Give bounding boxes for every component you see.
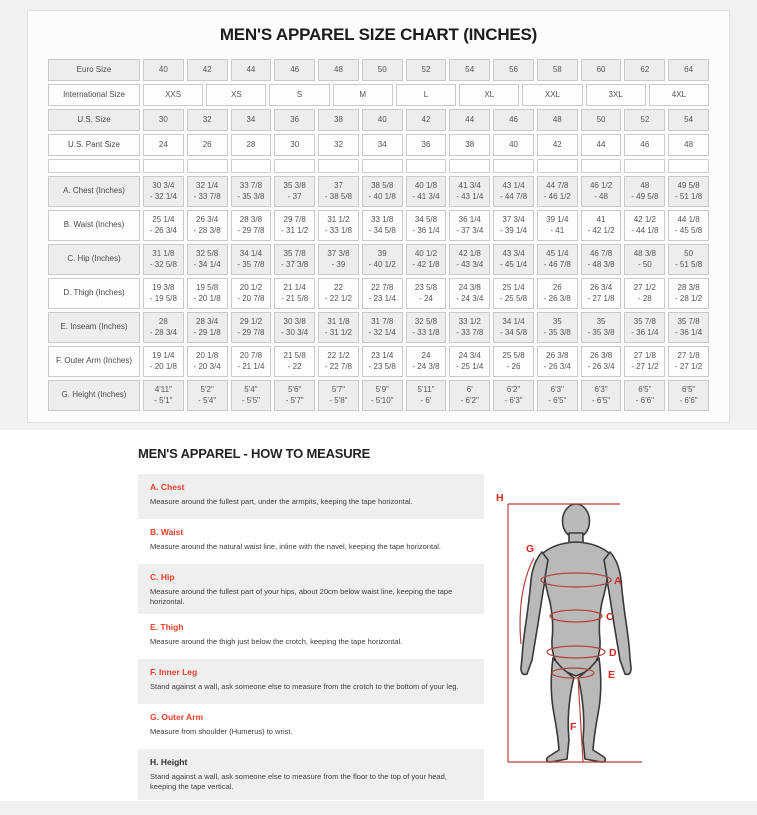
size-cell: 20 1/8 - 20 3/4 <box>187 346 228 377</box>
table-row <box>48 134 709 156</box>
size-cell: 6'5" - 6'6" <box>668 380 709 411</box>
row-label: B. Waist (Inches) <box>48 210 140 241</box>
size-cell: 60 <box>581 59 622 81</box>
table-row <box>48 176 709 207</box>
size-cell: 40 <box>493 134 534 156</box>
size-cell: 36 <box>274 109 315 131</box>
size-cell: 44 7/8 - 46 1/2 <box>537 176 578 207</box>
row-label: D. Thigh (Inches) <box>48 278 140 309</box>
table-row <box>48 244 709 275</box>
size-cell: 34 5/8 - 36 1/4 <box>406 210 447 241</box>
size-cell: 28 <box>231 134 272 156</box>
size-cell: 48 <box>318 59 359 81</box>
row-label: G. Height (Inches) <box>48 380 140 411</box>
size-cell: 52 <box>624 109 665 131</box>
size-cell: 25 1/4 - 25 5/8 <box>493 278 534 309</box>
size-cell: 35 7/8 - 36 1/4 <box>668 312 709 343</box>
size-input-cell[interactable] <box>274 159 315 173</box>
size-cell: 43 1/4 - 44 7/8 <box>493 176 534 207</box>
size-input-cell[interactable] <box>449 159 490 173</box>
row-label: C. Hip (Inches) <box>48 244 140 275</box>
size-cell: 48 <box>537 109 578 131</box>
size-cell: 32 <box>187 109 228 131</box>
size-cell: 42 1/2 - 44 1/8 <box>624 210 665 241</box>
size-cell: 19 3/8 - 19 5/8 <box>143 278 184 309</box>
size-cell: 49 5/8 - 51 1/8 <box>668 176 709 207</box>
size-input-cell[interactable] <box>493 159 534 173</box>
size-cell: 34 <box>362 134 403 156</box>
size-cell: 26 3/4 - 28 3/8 <box>187 210 228 241</box>
size-cell: 27 1/8 - 27 1/2 <box>668 346 709 377</box>
size-cell: 32 5/8 - 34 1/4 <box>187 244 228 275</box>
measure-item-label: H. Height <box>150 757 188 768</box>
size-cell: 6'3" - 6'5" <box>581 380 622 411</box>
measure-item <box>138 519 484 564</box>
size-cell: 33 7/8 - 35 3/8 <box>231 176 272 207</box>
size-cell: 30 <box>274 134 315 156</box>
size-cell: 30 3/8 - 30 3/4 <box>274 312 315 343</box>
size-cell: 33 1/2 - 33 7/8 <box>449 312 490 343</box>
size-cell: 35 - 35 3/8 <box>581 312 622 343</box>
size-cell: 42 1/8 - 43 3/4 <box>449 244 490 275</box>
size-cell: 58 <box>537 59 578 81</box>
size-input-cell[interactable] <box>581 159 622 173</box>
size-cell: XL <box>459 84 519 106</box>
size-input-cell[interactable] <box>537 159 578 173</box>
figure-letter-h: H <box>496 492 504 504</box>
size-cell: 62 <box>624 59 665 81</box>
size-cell: 48 - 49 5/8 <box>624 176 665 207</box>
measure-list <box>138 474 484 800</box>
size-cell: 26 3/8 - 26 3/4 <box>581 346 622 377</box>
size-cell: 26 3/8 - 26 3/4 <box>537 346 578 377</box>
measure-item <box>138 659 484 704</box>
size-cell: 30 3/4 - 32 1/4 <box>143 176 184 207</box>
size-cell: 48 <box>668 134 709 156</box>
size-cell: 40 <box>362 109 403 131</box>
measure-item <box>138 704 484 749</box>
size-cell: 46 7/8 - 48 3/8 <box>581 244 622 275</box>
size-cell: 41 - 42 1/2 <box>581 210 622 241</box>
size-cell: 54 <box>449 59 490 81</box>
size-input-cell[interactable] <box>406 159 447 173</box>
size-cell: 25 1/4 - 26 3/4 <box>143 210 184 241</box>
table-row <box>48 59 709 81</box>
figure-letter-e: E <box>608 669 616 681</box>
size-cell: 37 3/8 - 39 <box>318 244 359 275</box>
measure-item-desc: Measure around the natural waist line, inline with the navel, keeping the tape horizontal. <box>150 542 442 551</box>
body-figure <box>492 460 650 796</box>
size-cell: 31 1/2 - 33 1/8 <box>318 210 359 241</box>
row-label: A. Chest (Inches) <box>48 176 140 207</box>
size-chart-card <box>27 10 730 423</box>
measure-item-desc: Measure around the thigh just below the crotch, keeping the tape horizontal. <box>150 637 403 647</box>
size-cell: 45 1/4 - 46 7/8 <box>537 244 578 275</box>
table-row <box>48 109 709 131</box>
size-cell: 21 1/4 - 21 5/8 <box>274 278 315 309</box>
size-cell: 21 5/8 - 22 <box>274 346 315 377</box>
size-cell: 20 1/2 - 20 7/8 <box>231 278 272 309</box>
size-cell: 38 5/8 - 40 1/8 <box>362 176 403 207</box>
size-cell: 26 <box>187 134 228 156</box>
table-row <box>48 278 709 309</box>
size-cell: 19 5/8 - 20 1/8 <box>187 278 228 309</box>
size-cell: 48 3/8 - 50 <box>624 244 665 275</box>
size-cell: XS <box>206 84 266 106</box>
size-input-cell[interactable] <box>318 159 359 173</box>
size-cell: M <box>333 84 393 106</box>
measure-item-label: B. Waist <box>150 527 184 537</box>
size-cell: 50 <box>581 109 622 131</box>
size-cell: 29 1/2 - 29 7/8 <box>231 312 272 343</box>
table-row <box>48 312 709 343</box>
size-cell: 35 - 35 3/8 <box>537 312 578 343</box>
size-cell: L <box>396 84 456 106</box>
size-cell: 56 <box>493 59 534 81</box>
size-cell: 43 3/4 - 45 1/4 <box>493 244 534 275</box>
row-label: F. Outer Arm (Inches) <box>48 346 140 377</box>
size-cell: 37 - 38 5/8 <box>318 176 359 207</box>
figure-letter-f: F <box>570 721 577 733</box>
size-cell: 28 3/8 - 28 1/2 <box>668 278 709 309</box>
size-cell: 31 7/8 - 32 1/4 <box>362 312 403 343</box>
measure-item-desc: Measure around the fullest part, under the armpits, keeping the tape horizontal. <box>150 497 413 506</box>
measure-item-label: F. Inner Leg <box>150 667 198 678</box>
size-input-cell[interactable] <box>624 159 665 173</box>
size-cell: 22 1/2 - 22 7/8 <box>318 346 359 377</box>
size-cell: 6'3" - 6'5" <box>537 380 578 411</box>
size-input-cell[interactable] <box>143 159 184 173</box>
size-cell: 40 <box>143 59 184 81</box>
size-cell: 5'2" - 5'4" <box>187 380 228 411</box>
measure-item <box>138 474 484 519</box>
size-cell: 41 3/4 - 43 1/4 <box>449 176 490 207</box>
size-cell: 50 <box>362 59 403 81</box>
figure-letter-g: G <box>526 543 535 555</box>
size-cell: 40 1/8 - 41 3/4 <box>406 176 447 207</box>
size-cell: 6' - 6'2" <box>449 380 490 411</box>
size-cell: 32 <box>318 134 359 156</box>
how-to-measure-title: MEN'S APPAREL - HOW TO MEASURE <box>138 446 371 461</box>
footer-band <box>0 801 757 815</box>
measure-item-label: C. Hip <box>150 572 175 582</box>
size-cell: 64 <box>668 59 709 81</box>
figure-letter-a: A <box>614 575 622 587</box>
size-cell: 52 <box>406 59 447 81</box>
size-cell: 6'5" - 6'6" <box>624 380 665 411</box>
table-row <box>48 380 709 411</box>
size-cell: 50 - 51 5/8 <box>668 244 709 275</box>
size-cell: 31 1/8 - 31 1/2 <box>318 312 359 343</box>
size-cell: 42 <box>537 134 578 156</box>
size-cell: 3XL <box>586 84 646 106</box>
row-label <box>48 159 140 173</box>
size-cell: XXL <box>522 84 582 106</box>
size-cell: 22 - 22 1/2 <box>318 278 359 309</box>
size-cell: 24 3/8 - 24 3/4 <box>449 278 490 309</box>
size-cell: 27 1/2 - 28 <box>624 278 665 309</box>
table-row <box>48 210 709 241</box>
size-chart-title: MEN'S APPAREL SIZE CHART (INCHES) <box>219 25 538 44</box>
measure-item <box>138 564 484 614</box>
size-cell: 35 7/8 - 36 1/4 <box>624 312 665 343</box>
size-cell: 23 1/4 - 23 5/8 <box>362 346 403 377</box>
size-cell: 44 <box>449 109 490 131</box>
size-cell: 44 1/8 - 45 5/8 <box>668 210 709 241</box>
size-cell: 24 <box>143 134 184 156</box>
size-cell: 34 <box>231 109 272 131</box>
table-row <box>48 159 709 173</box>
size-input-cell[interactable] <box>231 159 272 173</box>
size-cell: 39 1/4 - 41 <box>537 210 578 241</box>
size-cell: 19 1/4 - 20 1/8 <box>143 346 184 377</box>
size-cell: 25 5/8 - 26 <box>493 346 534 377</box>
size-cell: 23 5/8 - 24 <box>406 278 447 309</box>
size-input-cell[interactable] <box>668 159 709 173</box>
size-cell: 5'6" - 5'7" <box>274 380 315 411</box>
size-cell: 22 7/8 - 23 1/4 <box>362 278 403 309</box>
size-cell: 5'7" - 5'8" <box>318 380 359 411</box>
size-cell: 24 3/4 - 25 1/4 <box>449 346 490 377</box>
row-label: International Size <box>48 84 140 106</box>
size-input-cell[interactable] <box>187 159 228 173</box>
size-cell: 28 - 28 3/4 <box>143 312 184 343</box>
row-label: Euro Size <box>48 59 140 81</box>
size-cell: 28 3/4 - 29 1/8 <box>187 312 228 343</box>
size-cell: 46 <box>493 109 534 131</box>
size-cell: 20 7/8 - 21 1/4 <box>231 346 272 377</box>
figure-letter-d: D <box>609 647 617 659</box>
measure-item-desc: Stand against a wall, ask someone else to measure from the floor to the top of your head, keeping the tape vertical. <box>150 772 447 792</box>
size-input-cell[interactable] <box>362 159 403 173</box>
how-to-measure-section <box>0 430 757 801</box>
size-cell: 46 <box>274 59 315 81</box>
size-cell: 38 <box>318 109 359 131</box>
size-cell: 54 <box>668 109 709 131</box>
measure-item <box>138 614 484 659</box>
size-cell: 34 1/4 - 34 5/8 <box>493 312 534 343</box>
size-cell: 5'11" - 6' <box>406 380 447 411</box>
size-cell: 42 <box>406 109 447 131</box>
size-cell: 29 7/8 - 31 1/2 <box>274 210 315 241</box>
measure-item-desc: Measure around the fullest part of your hips, about 20cm below waist line, keeping the tape horizontal. <box>150 587 453 607</box>
row-label: E. Inseam (Inches) <box>48 312 140 343</box>
measure-item-desc: Stand against a wall, ask someone else to measure from the crotch to the bottom of your leg. <box>150 682 459 692</box>
row-label: U.S. Size <box>48 109 140 131</box>
size-cell: 38 <box>449 134 490 156</box>
size-cell: 30 <box>143 109 184 131</box>
row-label: U.S. Pant Size <box>48 134 140 156</box>
measure-item-desc: Measure from shoulder (Humerus) to wrist. <box>150 727 293 737</box>
size-cell: 36 1/4 - 37 3/4 <box>449 210 490 241</box>
table-row <box>48 84 709 106</box>
size-cell: 31 1/8 - 32 5/8 <box>143 244 184 275</box>
size-cell: 36 <box>406 134 447 156</box>
size-cell: 46 1/2 - 48 <box>581 176 622 207</box>
measure-item-label: E. Thigh <box>150 622 184 633</box>
size-cell: S <box>269 84 329 106</box>
size-cell: 46 <box>624 134 665 156</box>
size-cell: 5'4" - 5'5" <box>231 380 272 411</box>
measure-item-label: G. Outer Arm <box>150 712 204 723</box>
size-cell: 5'9" - 5'10" <box>362 380 403 411</box>
size-cell: 4'11" - 5'1" <box>143 380 184 411</box>
size-cell: 26 - 26 3/8 <box>537 278 578 309</box>
size-cell: XXS <box>143 84 203 106</box>
size-cell: 44 <box>581 134 622 156</box>
size-cell: 26 3/4 - 27 1/8 <box>581 278 622 309</box>
size-cell: 27 1/8 - 27 1/2 <box>624 346 665 377</box>
size-cell: 39 - 40 1/2 <box>362 244 403 275</box>
size-chart-table <box>48 59 709 411</box>
size-cell: 42 <box>187 59 228 81</box>
size-cell: 4XL <box>649 84 709 106</box>
size-cell: 32 5/8 - 33 1/8 <box>406 312 447 343</box>
size-cell: 35 3/8 - 37 <box>274 176 315 207</box>
size-cell: 40 1/2 - 42 1/8 <box>406 244 447 275</box>
size-cell: 28 3/8 - 29 7/8 <box>231 210 272 241</box>
size-cell: 35 7/8 - 37 3/8 <box>274 244 315 275</box>
size-cell: 6'2" - 6'3" <box>493 380 534 411</box>
size-cell: 24 - 24 3/8 <box>406 346 447 377</box>
figure-letter-c: C <box>606 611 614 623</box>
size-cell: 33 1/8 - 34 5/8 <box>362 210 403 241</box>
table-row <box>48 346 709 377</box>
size-cell: 37 3/4 - 39 1/4 <box>493 210 534 241</box>
measure-item-label: A. Chest <box>150 482 185 492</box>
measure-item <box>138 749 484 799</box>
size-cell: 34 1/4 - 35 7/8 <box>231 244 272 275</box>
size-cell: 32 1/4 - 33 7/8 <box>187 176 228 207</box>
size-cell: 44 <box>231 59 272 81</box>
